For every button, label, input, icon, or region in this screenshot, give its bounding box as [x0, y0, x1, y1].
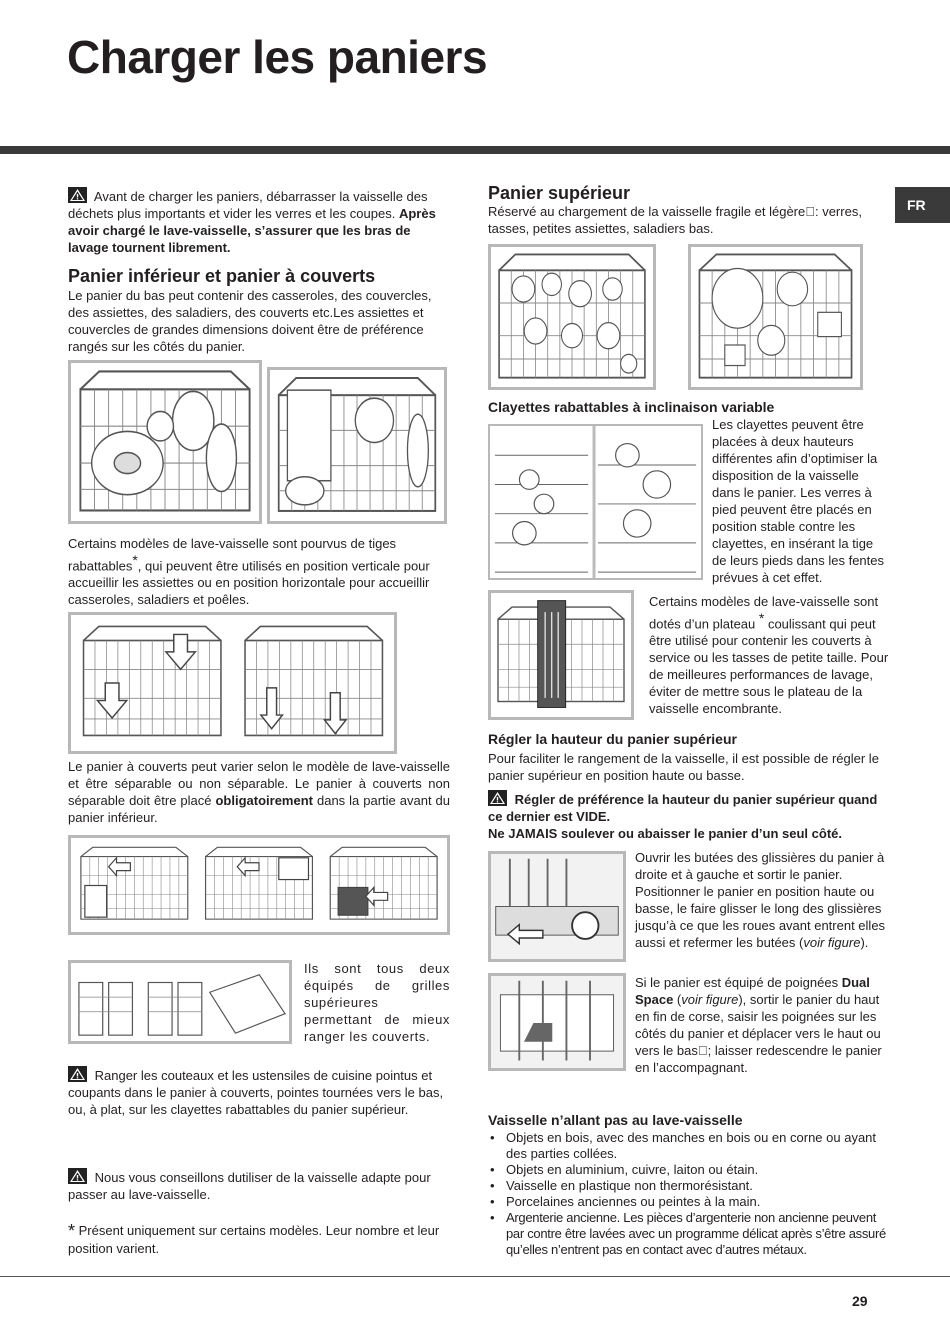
folding-tines-figure — [68, 612, 397, 754]
upper-basket-figure-2 — [688, 244, 863, 390]
list-item: • Vaisselle en plastique non thermorésistant. — [488, 1178, 888, 1194]
rail-stops-figure — [488, 851, 626, 962]
tines-text: Certains modèles de lave-vaisselle sont pourvus de tiges rabattables — [68, 536, 397, 574]
lower-basket-heading: Panier inférieur et panier à couverts — [68, 266, 376, 286]
height-warning — [488, 790, 892, 842]
warning-icon — [488, 790, 507, 806]
dual-text-mid: ( — [673, 992, 682, 1007]
list-item: • Porcelaines anciennes ou peintes à la main. — [488, 1194, 888, 1210]
page-title: Charger les paniers — [67, 31, 488, 83]
language-tab: FR — [895, 187, 950, 223]
tray-text: Certains modèles de lave-vaisselle sont dotés d’un plateau — [649, 594, 879, 632]
cutlery-bold-text: obligatoirement — [215, 793, 313, 808]
not-dishwasher-heading: Vaisselle n’allant pas au lave-vaisselle — [488, 1112, 743, 1128]
footnote — [68, 1222, 450, 1257]
cutlery-text: Le panier à couverts peut varier selon le modèle de lave-vaisselle et être séparable ou non séparable. Le panier à couverts non séparable doit être placé — [68, 759, 450, 808]
dual-text-2: ), sortir le panier du haut en fin de corse, saisir les poignées sur les côtés du panier et déplacer vers le haut ou vers le bas ; laisser redescendre le panier en l’accompagnant. — [635, 992, 882, 1075]
footnote-asterisk: * — [68, 1221, 76, 1241]
cutlery-grids-figure — [68, 960, 292, 1044]
dual-space-figure — [488, 973, 626, 1071]
tines-text-2: , qui peuvent être utilisés en position verticale pour accueillir les assiettes ou en position horizontale pour accueillir casseroles, saladiers et poêles. — [68, 558, 430, 608]
upper-basket-figure-1 — [488, 244, 656, 390]
height-text: Pour faciliter le rangement de la vaisselle, il est possible de régler le panier supérieur en position haute ou basse. — [488, 751, 879, 783]
height-heading: Régler la hauteur du panier supérieur — [488, 731, 737, 747]
page-number: 29 — [852, 1293, 868, 1309]
grids-paragraph: Ils sont tous deux équipés de grilles supérieures permettant de mieux ranger les couverts. — [304, 961, 450, 1044]
tines-asterisk: * — [132, 552, 138, 568]
shelves-paragraph: Les clayettes peuvent être placées à deux hauteurs différentes afin d’optimiser la disposition de la vaisselle dans le panier. Les verres à pied peuvent être placés en position stable contre les clayettes, en insérant la tige de leurs pieds dans les fentes prévues à cet effet. — [712, 417, 884, 585]
cutlery-text-2: dans la partie avant du panier inférieur. — [68, 793, 451, 825]
advice-paragraph — [68, 1168, 450, 1203]
cutlery-paragraph — [68, 758, 450, 826]
stops-text-2: ). — [860, 935, 869, 950]
list-item: • Objets en aluminium, cuivre, laiton ou étain. — [488, 1162, 888, 1178]
tines-paragraph — [68, 535, 450, 608]
height-warning-text-1: Régler de préférence la hauteur du panier supérieur quand ce dernier est VIDE. — [488, 792, 878, 824]
warning-icon — [68, 1066, 87, 1082]
advice-text: Nous vous conseillons dutiliser de la vaisselle adapte pour passer au lave-vaisselle. — [68, 1170, 431, 1202]
cutlery-basket-figure — [68, 835, 450, 935]
height-warning-text-2: Ne JAMAIS soulever ou abaisser le panier d’un seul côté. — [488, 826, 843, 841]
bottom-rule — [0, 1276, 950, 1277]
dual-bold-text: Dual Space — [635, 975, 870, 1007]
sliding-tray-figure — [488, 590, 634, 720]
dual-text: Si le panier est équipé de poignées — [635, 975, 842, 990]
tray-text-2: coulissant qui peut être utilisé pour contenir les couverts à service ou les tasses de petite taille. Pour de meilleures performances de lavage, éviter de mettre sous le plateau de la vaisselle encombrante. — [649, 616, 889, 717]
upper-basket-heading: Panier supérieur — [488, 183, 631, 203]
lower-basket-figure-1 — [68, 360, 262, 524]
shelves-figure — [488, 424, 703, 580]
dual-space-paragraph — [635, 974, 891, 1076]
stops-italic-text: voir figure — [803, 935, 861, 950]
upper-basket-text: Réservé au chargement de la vaisselle fragile et légère : verres, tasses, petites assiettes, saladiers bas. — [488, 204, 862, 236]
knives-paragraph — [68, 1066, 450, 1118]
list-item: • Argenterie ancienne. Les pièces d’argenterie non ancienne peuvent par contre être lavées avec un programme délicat après s’être assuré qu’elles n’entrent pas en contact avec d’autres métaux. — [488, 1210, 888, 1258]
dual-italic-text: voir figure — [681, 992, 739, 1007]
lower-basket-figure-2 — [267, 367, 447, 524]
footnote-text: Présent uniquement sur certains modèles. Leur nombre et leur position varient. — [68, 1223, 440, 1256]
not-dishwasher-list — [488, 1130, 888, 1258]
intro-bold-text: Après avoir chargé le lave-vaisselle, s’assurer que les bras de lavage tournent librement. — [68, 206, 436, 255]
lower-basket-text: Le panier du bas peut contenir des casseroles, des couvercles, des assiettes, des saladiers, des couverts etc.Les assiettes et couvercles de grandes dimensions doivent être de préférence rangés sur les côtés du panier. — [68, 288, 432, 354]
stops-paragraph — [635, 849, 891, 951]
warning-icon — [68, 187, 87, 203]
tray-paragraph — [649, 593, 893, 717]
top-rule — [0, 146, 950, 154]
stops-text: Ouvrir les butées des glissières du panier à droite et à gauche et sortir le panier. Positionner le panier en position haute ou basse, le faire glisser le long des glissières jusqu’à ce que les roues avant entrent elles aussi et refermer les butées ( — [635, 850, 886, 950]
intro-paragraph — [68, 187, 450, 256]
tray-asterisk: * — [758, 610, 765, 626]
shelves-heading: Clayettes rabattables à inclinaison variable — [488, 399, 775, 415]
knives-text: Ranger les couteaux et les ustensiles de cuisine pointus et coupants dans le panier à couverts, pointes tournées vers le bas, ou, à plat, sur les clayettes rabattables du panier supérieur. — [68, 1068, 444, 1117]
warning-icon — [68, 1168, 87, 1184]
list-item: • Objets en bois, avec des manches en bois ou en corne ou ayant des parties collées. — [488, 1130, 888, 1162]
intro-text: Avant de charger les paniers, débarrasser la vaisselle des déchets plus importants et vider les verres et les coupes. — [68, 189, 428, 221]
